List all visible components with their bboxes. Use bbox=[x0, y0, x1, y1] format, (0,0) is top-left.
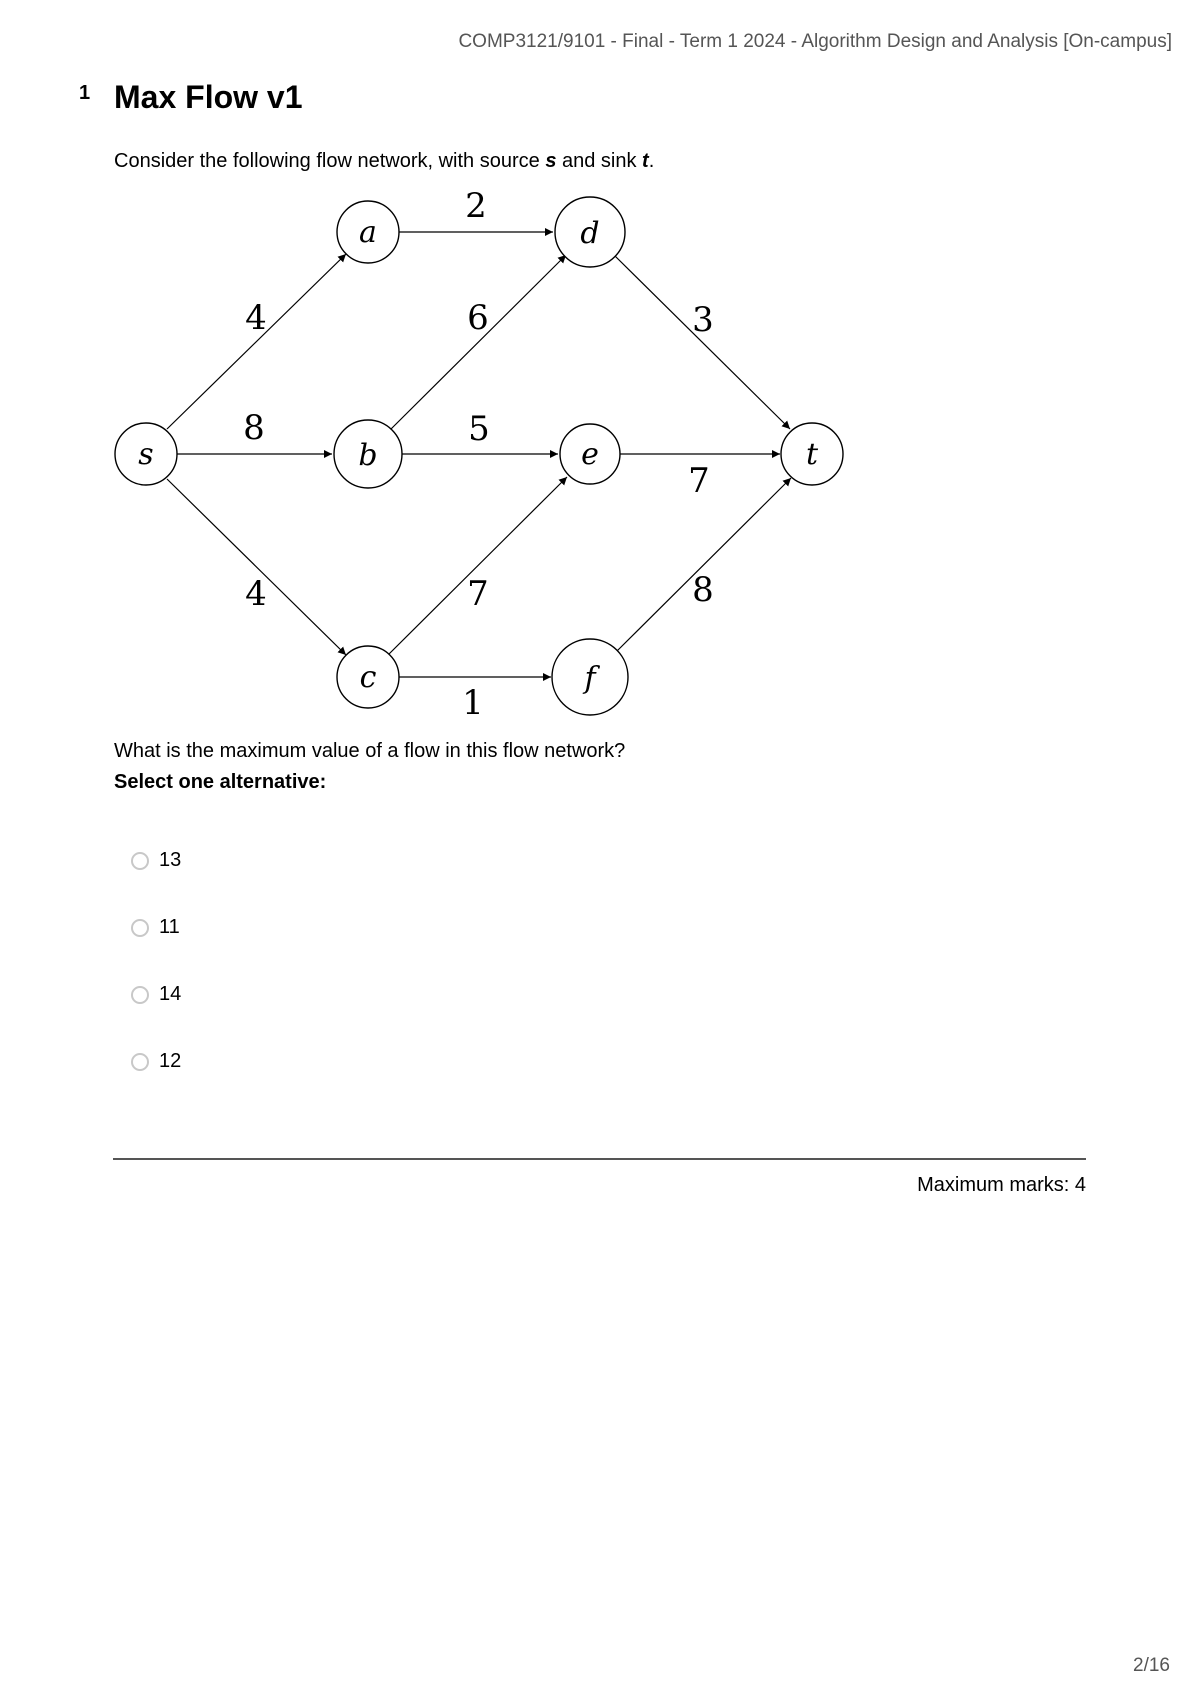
capacity-e-t: 7 bbox=[688, 461, 710, 501]
option-row[interactable] bbox=[131, 961, 181, 1028]
capacity-d-t: 3 bbox=[692, 300, 714, 340]
option-row[interactable] bbox=[131, 827, 181, 894]
question-text: What is the maximum value of a flow in this flow network? bbox=[114, 740, 626, 762]
option-label: 12 bbox=[159, 1050, 182, 1072]
edge-s-c bbox=[167, 479, 346, 655]
prompt-text-end: . bbox=[648, 150, 655, 172]
radio-button[interactable] bbox=[131, 986, 149, 1004]
capacity-f-t: 8 bbox=[692, 570, 714, 610]
capacity-c-e: 7 bbox=[467, 574, 489, 614]
exam-header: COMP3121/9101 - Final - Term 1 2024 - Algorithm Design and Analysis [On-campus] bbox=[458, 31, 1172, 52]
option-row[interactable] bbox=[131, 1028, 181, 1095]
question-title: Max Flow v1 bbox=[114, 79, 303, 115]
capacity-c-f: 1 bbox=[462, 683, 484, 720]
question-prompt bbox=[114, 150, 654, 173]
capacity-b-d: 6 bbox=[467, 298, 489, 338]
capacity-a-d: 2 bbox=[465, 186, 487, 226]
edge-c-e bbox=[388, 477, 567, 655]
maximum-marks: Maximum marks: 4 bbox=[917, 1174, 1086, 1196]
capacity-s-a: 4 bbox=[245, 298, 267, 338]
prompt-text-start: Consider the following flow network, with source bbox=[114, 150, 546, 172]
divider bbox=[113, 1158, 1086, 1160]
edge-f-t bbox=[617, 478, 791, 651]
prompt-text-middle: and sink bbox=[556, 150, 643, 172]
node-label-d: d bbox=[580, 216, 600, 251]
source-label: s bbox=[545, 150, 557, 172]
edge-d-t bbox=[614, 255, 790, 429]
node-label-t: t bbox=[805, 437, 819, 472]
instruction-text: Select one alternative: bbox=[114, 771, 327, 793]
capacity-b-e: 5 bbox=[468, 409, 490, 449]
option-label: 11 bbox=[159, 916, 180, 938]
capacity-s-c: 4 bbox=[245, 574, 267, 614]
edge-b-d bbox=[391, 255, 566, 429]
node-label-c: c bbox=[359, 660, 377, 695]
page-number: 2/16 bbox=[1133, 1655, 1170, 1676]
answer-options bbox=[131, 827, 181, 1095]
node-label-f: f bbox=[584, 661, 596, 696]
option-label: 14 bbox=[159, 983, 182, 1005]
sink-label: t bbox=[642, 150, 649, 172]
flow-network-diagram bbox=[100, 180, 860, 720]
node-label-e: e bbox=[581, 437, 599, 472]
edge-s-a bbox=[167, 254, 346, 429]
option-row[interactable] bbox=[131, 894, 181, 961]
radio-button[interactable] bbox=[131, 1053, 149, 1071]
radio-button[interactable] bbox=[131, 852, 149, 870]
radio-button[interactable] bbox=[131, 919, 149, 937]
node-label-s: s bbox=[138, 437, 154, 472]
capacity-s-b: 8 bbox=[243, 408, 265, 448]
option-label: 13 bbox=[159, 849, 182, 871]
node-label-a: a bbox=[359, 215, 377, 250]
question-number: 1 bbox=[79, 82, 91, 104]
node-label-b: b bbox=[358, 438, 378, 473]
